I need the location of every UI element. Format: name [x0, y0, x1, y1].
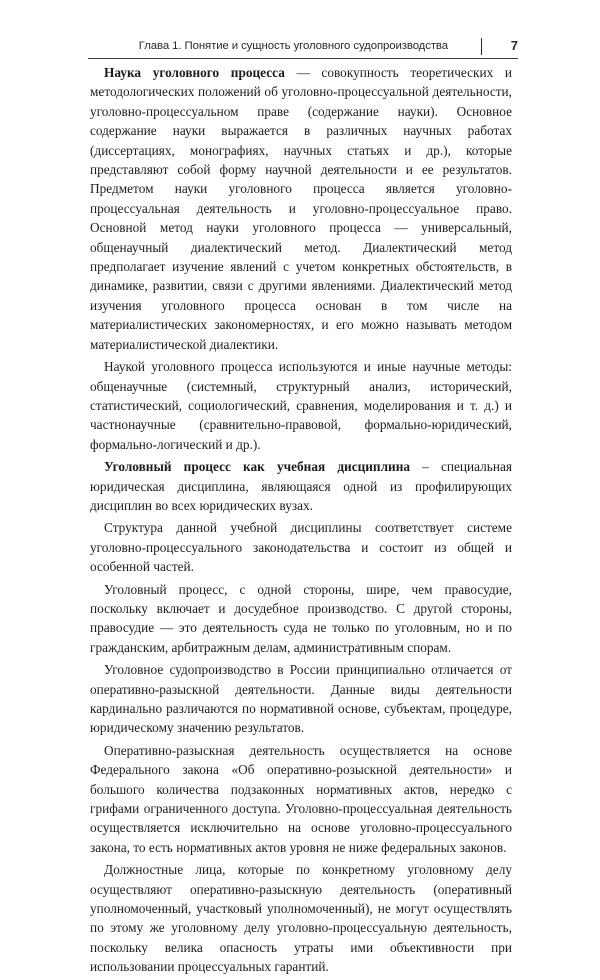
header-rule — [88, 58, 518, 59]
paragraph-text: Структура данной учебной дисциплины соответствует системе уголовно-процессуального законодательства и состоит из общей и особенной частей. — [90, 520, 512, 575]
paragraph-text: Уголовный процесс, с одной стороны, шире, чем правосудие, поскольку включает и досудебное производство. С другой стороны, правосудие — это деятельность суда не только по уголовным, но и по гражданским, арбитражным делам, административным спорам. — [90, 581, 512, 655]
page-body — [90, 63, 512, 980]
paragraph-justice — [90, 580, 512, 658]
page-number: 7 — [510, 38, 518, 53]
paragraph-text: Наукой уголовного процесса используются и иные научные методы: общенаучные (системный, структурный анализ, исторический, статистический, социологический, сравнения, моделирования и т. д.) и частнонаучные (сравнительно-правовой, формально-юридический, формально-логический и др.). — [90, 359, 512, 452]
term-science: Наука уголовного процесса — [104, 65, 285, 80]
paragraph-methods — [90, 357, 512, 454]
paragraph-text: — совокупность теоретических и методологических положений об уголовно-процессуальной деятельности, уголовно-процессуальном праве (содержание науки). Основное содержание науки выражается в различных научных работах (диссертациях, монографиях, научных статьях и др.), которые представляют собой форму научной деятельности и ее результатов. Предметом науки уголовного процесса является уголовно-процессуальная деятельность и уголовно-процессуальное право. Основной метод науки уголовного процесса — универсальный, общенаучный диалектический метод. Диалектический метод предполагает изучение явлений с учетом конкретных обстоятельств, в динамике, развитии, связи с другими явлениями. Диалектический метод изучения уголовного процесса основан в том числе на материалистических закономерностях, и его можно называть методом материалистической диалектики. — [90, 65, 513, 352]
chapter-title: Глава 1. Понятие и сущность уголовного судопроизводства — [138, 40, 448, 52]
paragraph-text: – специальная юридическая дисциплина, являющаяся одной из профилирующих дисциплин во всех юридических вузах. — [90, 459, 512, 513]
paragraph-text: Уголовное судопроизводство в России принципиально отличается от оперативно-разыскной деятельности. Данные виды деятельности кардинально различаются по нормативной основе, субъектам, процедуре, юридическому значению результатов. — [90, 662, 512, 736]
paragraph-text: Оперативно-разыскная деятельность осуществляется на основе Федерального закона «Об оперативно-розыскной деятельности» и большого количества подзаконных нормативных актов, нередко с грифами ограниченного доступа. Уголовно-процессуальная деятельность осуществляется исключительно на основе уголовно-процессуального закона, то есть нормативных актов уровня не ниже федеральных законов. — [90, 742, 512, 855]
term-discipline: Уголовный процесс как учебная дисциплина — [104, 459, 411, 475]
paragraph-officials — [90, 860, 512, 976]
paragraph-ord-basis — [90, 741, 512, 857]
paragraph-discipline — [90, 457, 512, 515]
paragraph-text: Должностные лица, которые по конкретному уголовному делу осуществляют оперативно-разыскную деятельность (оперативный уполномоченный, участковый уполномоченный), не могут осуществлять по этому же уголовному делу уголовно-процессуальную деятельность, поскольку велика опасность утраты ими объективности при использовании процессуальных гарантий. — [90, 862, 512, 975]
paragraph-science — [90, 63, 512, 354]
paragraph-structure — [90, 518, 512, 576]
header-separator — [481, 38, 482, 55]
running-header — [88, 38, 518, 58]
paragraph-ord-difference — [90, 660, 512, 738]
